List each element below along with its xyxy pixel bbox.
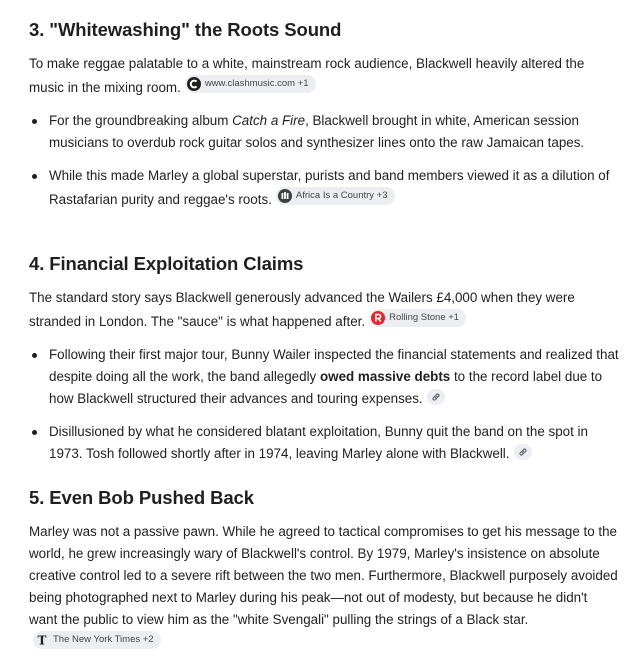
- svg-text:T: T: [37, 633, 47, 647]
- source-chip-africa-is-a-country[interactable]: [276, 187, 395, 205]
- source-chip-label: Rolling Stone +1: [389, 312, 460, 323]
- section-heading-bob-pushed-back: 5. Even Bob Pushed Back: [29, 487, 254, 508]
- section-paragraph: [29, 287, 619, 333]
- list-item-text: While this made Marley a global superstar, purists and band members viewed it as a dilution of Rastafarian purity and reggae's roots.: [49, 168, 610, 207]
- bullet-list: [29, 344, 619, 465]
- rolling-stone-icon: [371, 311, 385, 325]
- list-item-text: to the record label due to how Blackwell structured their advances and touring expenses.: [49, 369, 603, 406]
- link-icon: [431, 392, 441, 402]
- link-chip[interactable]: [427, 389, 445, 405]
- source-chip-clashmusic[interactable]: [185, 75, 316, 93]
- source-chip-rolling-stone[interactable]: [369, 309, 466, 327]
- source-chip-label: www.clashmusic.com +1: [204, 78, 309, 89]
- list-item-text: , Blackwell brought in white, American session musicians to overdub rock guitar solos and synthesizer lines onto the raw Jamaican tapes.: [49, 113, 585, 150]
- section-heading-whitewashing: 3. "Whitewashing" the Roots Sound: [29, 19, 342, 40]
- list-item-text: For the groundbreaking album: [49, 113, 233, 128]
- section-paragraph: [29, 53, 619, 99]
- section-heading-financial-exploitation: 4. Financial Exploitation Claims: [29, 253, 304, 274]
- link-icon: [518, 447, 528, 457]
- emphasized-text: owed massive debts: [319, 369, 451, 384]
- paragraph-text: The standard story says Blackwell generously advanced the Wailers £4,000 when they were stranded in London. The "sauce" is what happened after.: [29, 290, 575, 329]
- paragraph-text: To make reggae palatable to a white, mainstream rock audience, Blackwell heavily altered the music in the mixing room.: [29, 56, 585, 95]
- list-item: [29, 165, 619, 211]
- list-item-text: Disillusioned by what he considered blatant exploitation, Bunny quit the band on the spot in 1973. Tosh followed shortly after in 1974, leaving Marley alone with Blackwell.: [49, 424, 588, 461]
- nytimes-icon: [35, 633, 49, 647]
- list-item: [29, 344, 619, 410]
- source-chip-nytimes[interactable]: [33, 631, 161, 649]
- clashmusic-icon: [187, 77, 201, 91]
- album-title: Catch a Fire: [232, 113, 306, 128]
- bullet-list: [29, 110, 619, 211]
- paragraph-text: Marley was not a passive pawn. While he agreed to tactical compromises to get his message to the world, he grew increasingly wary of Blackwell's control. By 1979, Marley's insistence on absolute creative control led to a severe rift between the two men. Furthermore, Blackwell purposely avoided being photographed next to Marley during his peak—not out of modesty, but because he didn't want the public to view him as the "white Svengali" pulling the strings of a Black star.: [29, 524, 618, 627]
- source-chip-label: Africa Is a Country +3: [295, 190, 388, 201]
- list-item-text: Following their first major tour, Bunny Wailer inspected the financial statements and realized that despite doing all the work, the band allegedly: [49, 347, 619, 384]
- list-item: [29, 110, 619, 154]
- list-item: [29, 421, 619, 465]
- section-paragraph: [29, 521, 619, 655]
- africa-is-a-country-icon: [278, 189, 292, 203]
- link-chip[interactable]: [514, 444, 532, 460]
- source-chip-label: The New York Times +2: [53, 634, 154, 645]
